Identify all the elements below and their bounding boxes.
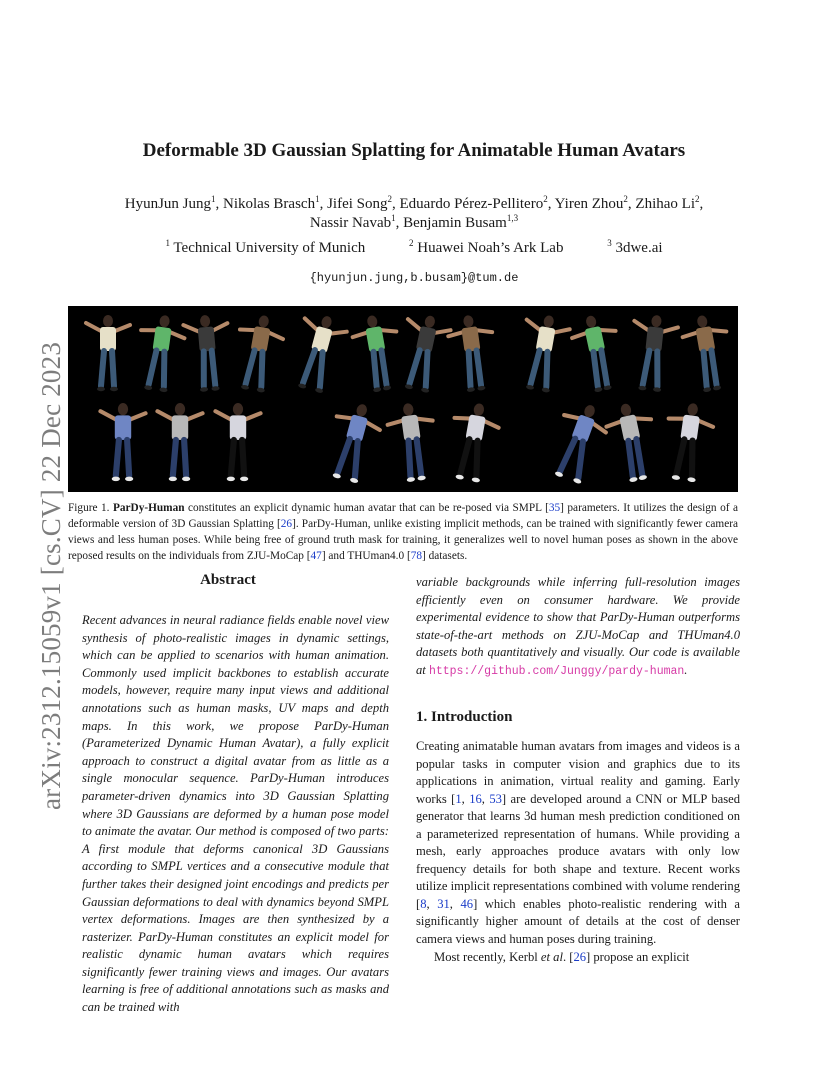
avatar-figure	[603, 399, 663, 485]
contact-email: {hyunjun.jung,b.busam}@tum.de	[309, 271, 519, 285]
abstract-text: Recent advances in neural radiance fields enable novel view synthesis of photo-realistic images in dynamic settings, which can be applied to scenarios with human animation. Commonly used implicit backbones to establish accurate models, however, require many input views and additional annotations such as human masks, UV maps and depth maps. In this work, we propose ParDy-Human (Parameterized Dynamic Human Avatar), a fully explicit approach to construct a digital avatar from as little as a single monocular sequence. ParDy-Human introduces parameter-driven dynamics into 3D Gaussian Splatting where 3D Gaussians are deformed by a human pose model to animate the avatar. Our method is composed of two parts: A first module that deforms canonical 3D Gaussians according to SMPL vertices and a consecutive module that further takes their designed joint encodings and predicts per Gaussian deformations to deal with dynamics beyond SMPL vertex deformations. Images are then synthesized by a rasterizer. ParDy-Human constitutes an explicit model for realistic dynamic human avatars which requires significantly fewer training views and images. Our avatars learning is free of additional annotations such as masks and can be trained with	[82, 613, 389, 1015]
avatar-figure	[568, 311, 627, 395]
citation-link[interactable]: 53	[489, 791, 502, 806]
introduction-paragraph: Most recently, Kerbl et al. [26] propose an explicit	[434, 950, 690, 964]
avatar-figure	[660, 400, 716, 484]
avatar-figure	[100, 403, 145, 481]
affiliation: $^2$ Huawei Noah’s Ark Lab	[409, 238, 564, 256]
teaser-image	[68, 306, 738, 492]
citation-link[interactable]: 46	[460, 896, 474, 911]
introduction-paragraph: Creating animatable human avatars from images and videos is a popular tasks in computer vision and graphics due to its applications in animation, virtual reality and gaming. Early works [1, 16, 53] are developed around a CNN or MLP based generator that learns 3d human mesh prediction conditioned on a parameterized representation of humans. While providing a mesh, early approaches produce avatars with only low frequency details for both shape and texture. Recent works utilize implicit representations combined with volume rendering [8, 31, 46] which enables photo-realistic rendering with a significantly higher amount of details at the cost of denser camera views and human poses during training.	[416, 739, 740, 946]
avatar-figure	[133, 312, 187, 394]
avatar-figure	[183, 313, 233, 393]
citation-link[interactable]: 8	[420, 896, 427, 911]
abstract-text-continued: variable backgrounds while inferring full-resolution images efficiently even on consumer hardware. We provide experimental evidence to show that ParDy-Human outperforms state-of-the-art methods on ZJU-MoCap and THUman4.0 datasets both quantitatively and visually. Our code is available at https://github.com/Junggy/pardy-human.	[416, 575, 740, 678]
affiliation: $^1$ Technical University of Munich	[165, 238, 366, 256]
author-list-line-2	[60, 215, 768, 232]
author: Zhihao Li$^2$,	[635, 194, 704, 212]
author: Jifei Song$^2$,	[327, 194, 400, 212]
figure-caption: Figure 1. ParDy-Human constitutes an explicit dynamic human avatar that can be re-posed via SMPL [35] parameters. It utilizes the design of a deformable version of 3D Gaussian Splatting [26]. ParDy-Human, unlike existing implicit methods, can be trained with significantly fewer camera views and less human poses. While being free of ground truth mask for training, it generalizes well to novel human poses as shown in the above reposed results on the individuals from ZJU-MoCap [47] and THUman4.0 [78] datasets.	[68, 502, 738, 562]
avatar-figure	[444, 400, 502, 485]
avatar-figure	[215, 403, 260, 481]
avatar-figure	[627, 313, 679, 393]
abstract-heading: Abstract	[200, 572, 256, 588]
citation-link[interactable]: 26	[573, 950, 587, 964]
citation-link[interactable]: 26	[280, 518, 293, 530]
arxiv-id: arXiv:2312.15059v1 [cs.CV] 22 Dec 2023	[36, 341, 66, 810]
avatar-figure	[86, 315, 130, 391]
citation-link[interactable]: 78	[410, 550, 423, 562]
author-list-line-1	[60, 196, 768, 213]
avatar-figure	[394, 311, 453, 395]
author: Benjamin Busam$^{1,3}$	[403, 213, 519, 231]
avatar-figure	[321, 399, 385, 486]
author: Yiren Zhou$^2$,	[554, 194, 636, 212]
avatar-figure	[515, 312, 572, 395]
citation-link[interactable]: 16	[469, 791, 482, 806]
avatar-figure	[385, 400, 441, 484]
introduction-heading: 1. Introduction	[416, 709, 513, 725]
author: Nassir Navab$^1$,	[309, 213, 404, 231]
affiliation: $^3$ 3dwe.ai	[607, 238, 663, 256]
avatar-figure	[157, 403, 202, 481]
avatar-figure	[446, 312, 500, 394]
code-url-link[interactable]: https://github.com/Junggy/pardy-human	[428, 664, 685, 678]
citation-link[interactable]: 47	[310, 550, 322, 562]
citation-link[interactable]: 31	[437, 896, 450, 911]
avatar-figure	[680, 312, 737, 395]
citation-link[interactable]: 1	[455, 791, 462, 806]
avatar-figure	[230, 312, 287, 395]
affiliations	[60, 240, 768, 257]
author: Eduardo Pérez-Pellitero$^2$,	[399, 194, 555, 212]
citation-link[interactable]: 35	[548, 502, 561, 514]
avatar-figure	[544, 398, 613, 487]
avatar-figure	[287, 311, 349, 396]
teaser-figure	[68, 306, 738, 492]
author: Nikolas Brasch$^1$,	[223, 194, 328, 212]
author: HyunJun Jung$^1$,	[124, 194, 224, 212]
avatar-figure	[350, 312, 407, 395]
paper-title: Deformable 3D Gaussian Splatting for Animatable Human Avatars	[142, 140, 686, 161]
